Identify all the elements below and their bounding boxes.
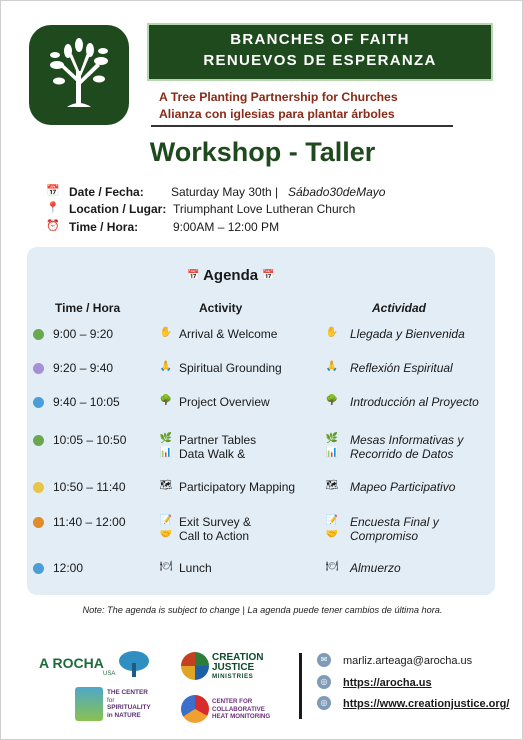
location-label: Location / Lugar: (69, 202, 167, 216)
row-activity (179, 327, 277, 341)
clock-icon: ⏰ (46, 220, 60, 232)
row-time: 10:05 – 10:50 (53, 433, 127, 447)
time-dot (33, 397, 44, 408)
activity-icon: 🙏 (159, 361, 173, 372)
row-time: 10:50 – 11:40 (53, 480, 126, 494)
row-time: 9:00 – 9:20 (53, 327, 114, 341)
date-value: Saturday May 30th | (171, 185, 279, 199)
email-link[interactable]: marliz.arteaga@arocha.us (343, 655, 473, 667)
actividad-line: Llegada y Bienvenida (350, 327, 465, 341)
row-actividad (350, 395, 479, 409)
actividad-line: Encuesta Final y (350, 515, 439, 529)
banner-title-es: RENUEVOS DE ESPERANZA (203, 52, 437, 69)
activity-icon: 🌿 (159, 433, 173, 444)
heat-line: CENTER FOR (212, 698, 253, 705)
globe-icon: ◎ (317, 675, 331, 689)
agenda-title-text: Agenda (203, 267, 259, 284)
agenda-title (187, 267, 275, 284)
arocha-tree-icon (117, 649, 151, 679)
banner-title-en: BRANCHES OF FAITH (230, 31, 410, 48)
center-line: in NATURE (107, 711, 141, 719)
location-value: Triumphant Love Lutheran Church (173, 202, 356, 216)
activity-line: Arrival & Welcome (179, 327, 278, 341)
actividad-icon: 📝 (325, 515, 339, 526)
activity-line: Partner Tables (179, 433, 257, 447)
center-spirituality-logo (75, 687, 103, 721)
header-activity: Activity (199, 301, 243, 315)
row-time: 9:40 – 10:05 (53, 395, 120, 409)
row-time: 12:00 (53, 561, 84, 575)
actividad-line-2: Compromiso (350, 529, 419, 543)
creation-justice-text (212, 653, 263, 672)
time-dot (33, 363, 44, 374)
header-actividad: Actividad (372, 301, 427, 315)
row-actividad (350, 433, 463, 461)
activity-icon: 🗺 (159, 480, 173, 491)
creation-justice-sub: MINISTRIES (212, 673, 254, 680)
activity-icon: 🌳 (159, 395, 173, 406)
footer-divider (299, 653, 302, 719)
activity-line-2: Call to Action (179, 529, 250, 543)
actividad-icon: ✋ (325, 327, 339, 338)
header-time: Time / Hora (55, 301, 121, 315)
row-activity (179, 361, 282, 375)
row-activity (179, 480, 295, 494)
actividad-line: Mapeo Participativo (350, 480, 456, 494)
arocha-logo-text: A ROCHA (39, 655, 104, 671)
row-actividad (350, 480, 455, 494)
actividad-line: Reflexión Espiritual (350, 361, 453, 375)
activity-icon: 📝 (159, 515, 173, 526)
tree-icon (37, 33, 121, 117)
row-activity (179, 433, 256, 461)
actividad-icon: 🗺 (325, 480, 339, 491)
activity-icon-2: 📊 (159, 447, 173, 458)
time-dot (33, 329, 44, 340)
row-activity (179, 515, 251, 543)
activity-icon-2: 🤝 (159, 529, 173, 540)
actividad-line: Introducción al Proyecto (350, 395, 479, 409)
date-value-es: Sábado30deMayo (288, 185, 386, 199)
heat-line: HEAT MONITORING (212, 713, 271, 720)
time-dot (33, 435, 44, 446)
creation-justice-logo (181, 652, 209, 680)
center-spirituality-text (107, 689, 151, 719)
arocha-usa: USA (103, 671, 116, 677)
globe-icon: ◎ (317, 696, 331, 710)
time-dot (33, 482, 44, 493)
divider (151, 125, 453, 127)
time-dot (33, 563, 44, 574)
calendar-icon: 📅 (187, 270, 200, 281)
center-line: THE CENTER (107, 689, 148, 696)
tagline-es: Alianza con iglesias para plantar árboles (159, 107, 395, 121)
row-time: 9:20 – 9:40 (53, 361, 114, 375)
center-line: for (107, 696, 115, 704)
activity-icon: ✋ (159, 327, 173, 338)
heat-monitoring-text (212, 698, 270, 721)
calendar-icon: 📅 (262, 270, 275, 281)
pin-icon: 📍 (46, 202, 60, 214)
actividad-icon-2: 🤝 (325, 529, 339, 540)
row-time: 11:40 – 12:00 (53, 515, 126, 529)
activity-line: Spiritual Grounding (179, 361, 282, 375)
heat-line: COLLABORATIVE (212, 705, 265, 713)
time-value: 9:00AM – 12:00 PM (173, 220, 280, 234)
actividad-line-2: Recorrido de Datos (350, 447, 454, 461)
activity-line: Participatory Mapping (179, 480, 296, 494)
row-actividad (350, 361, 453, 375)
email-icon: ✉ (317, 653, 331, 667)
row-actividad (350, 561, 401, 575)
center-line: SPIRITUALITY (107, 704, 151, 711)
row-activity (179, 395, 270, 409)
title-banner (147, 23, 493, 81)
activity-line-2: Data Walk & (179, 447, 246, 461)
time-label: Time / Hora: (69, 220, 139, 234)
tagline-en: A Tree Planting Partnership for Churches (159, 90, 398, 104)
activity-line: Exit Survey & (179, 515, 252, 529)
actividad-line: Mesas Informativas y (350, 433, 464, 447)
actividad-icon: 🙏 (325, 361, 339, 372)
activity-line: Lunch (179, 561, 212, 575)
calendar-icon: 📅 (46, 185, 60, 197)
agenda-panel (27, 247, 495, 595)
activity-line: Project Overview (179, 395, 270, 409)
time-dot (33, 517, 44, 528)
agenda-note: Note: The agenda is subject to change | La agenda puede tener cambios de última hora. (82, 605, 443, 615)
page-title: Workshop - Taller (149, 137, 376, 167)
cj-line: JUSTICE (212, 661, 255, 673)
heat-monitoring-logo (181, 695, 209, 723)
tree-logo (29, 25, 129, 125)
creationjustice-link[interactable]: https://www.creationjustice.org/ (343, 698, 510, 710)
row-actividad (350, 515, 439, 543)
cj-line: CREATION (212, 652, 264, 663)
row-actividad (350, 327, 465, 341)
actividad-icon: 🌳 (325, 395, 339, 406)
row-activity (179, 561, 212, 575)
activity-icon: 🍽 (159, 561, 173, 572)
date-label: Date / Fecha: (69, 185, 144, 199)
actividad-icon: 🌿 (325, 433, 339, 444)
actividad-icon-2: 📊 (325, 447, 339, 458)
actividad-icon: 🍽 (325, 561, 339, 572)
actividad-line: Almuerzo (350, 561, 401, 575)
arocha-link[interactable]: https://arocha.us (343, 677, 432, 689)
